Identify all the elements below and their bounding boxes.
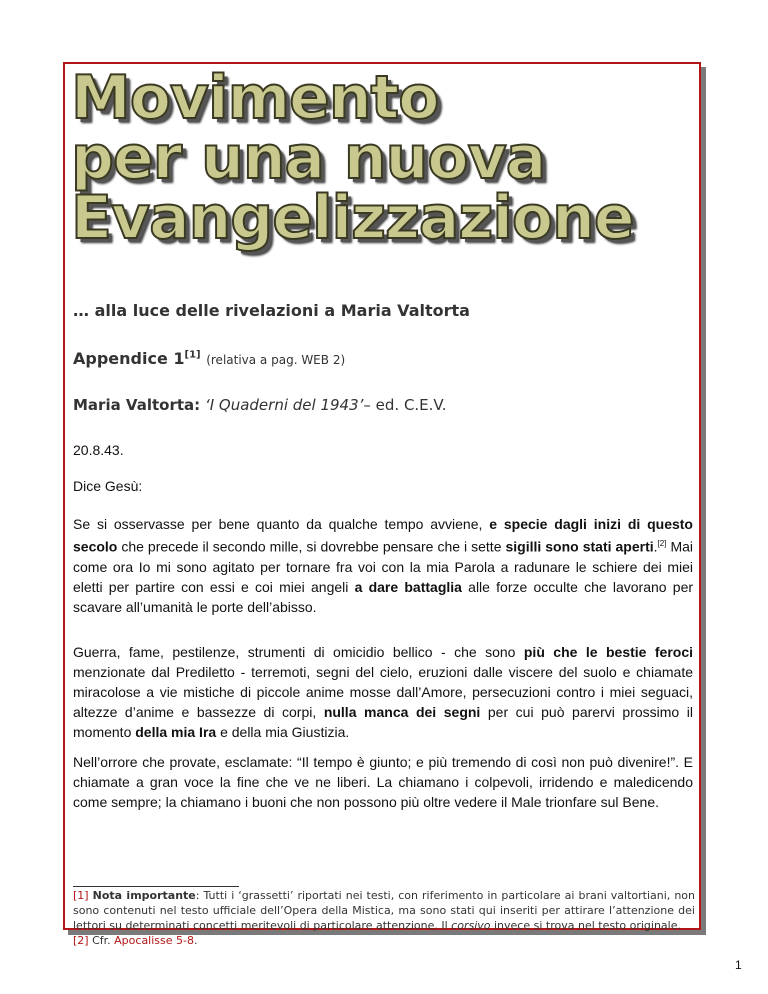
source-line (73, 396, 447, 414)
source-edition: – ed. C.E.V. (363, 396, 447, 414)
appendix-label: Appendice 1 (73, 349, 185, 368)
text-run: Guerra, fame, pestilenze, strumenti di omicidio bellico - che sono (73, 644, 524, 660)
page-number: 1 (735, 958, 742, 972)
bold-run: della mia Ira (135, 724, 217, 740)
intro-line: Dice Gesù: (73, 478, 143, 494)
title-line-1: Movimento (71, 63, 439, 133)
source-work: ‘I Quaderni del 1943’ (204, 396, 364, 414)
title-line-2: per una nuova (71, 123, 546, 193)
appendix-heading (73, 349, 345, 368)
footnote-1-marker[interactable]: [1] (73, 889, 89, 902)
footnotes (73, 888, 695, 948)
paragraph-3 (73, 752, 693, 812)
bold-run: più che le bestie feroci (523, 644, 693, 660)
source-author: Maria Valtorta: (73, 396, 201, 414)
text-run: e della mia Giustizia. (216, 724, 350, 740)
text-run: Se si osservasse per bene quanto da qualche tempo avviene, (73, 516, 490, 532)
footnote-2-marker[interactable]: [2] (73, 934, 89, 947)
paragraph-1 (73, 514, 693, 617)
bold-run: nulla manca dei segni (323, 704, 481, 720)
footnote-1-italic: corsivo (451, 919, 491, 932)
bold-run: sigilli sono stati aperti (505, 538, 654, 555)
text-run: Nell’orrore che provate, esclamate: “Il tempo è giunto; e più tremendo di così non può divenire!”. E chiamate a gran voce la fine che ve ne liberi. La chiamano i colpevoli, irridendo e maledicendo come sempre; la chiamano i buoni che non possono più oltre vedere il Male trionfare sul Bene. (73, 754, 693, 810)
footnote-1-text-b: invece si trova nel testo originale. (490, 919, 681, 932)
text-run: Mai come ora Io mi sono agitato per tornare fra voi con la mia Parola a radunare le schiere dei miei eletti per partire con essi e coi miei angeli (73, 538, 693, 595)
page-frame (63, 62, 701, 947)
footnote-2-end: . (194, 934, 198, 947)
appendix-footnote-ref[interactable]: [1] (184, 349, 201, 361)
text-run: menzionate dal Prediletto - terremoti, segni del cielo, eruzioni dalle viscere del suolo e chiamate miracolose a vie mistiche di piccole anime mosse dall’Amore, persecuzioni contro i miei seguaci, altezze d’anime e bassezze di corpi, (73, 664, 693, 720)
footnote-1-text-a: : Tutti i ‘grassetti’ riportati nei testi, con riferimento in particolare ai brani valtortiani, non sono contenuti nel testo ufficiale dell’Opera della Mistica, ma sono stati qui inseriti per attirare l’attenzione dei lettori su determinati concetti meritevoli di particolare attenzione. Il (73, 889, 695, 932)
paragraph-2 (73, 642, 693, 742)
entry-date: 20.8.43. (73, 442, 124, 458)
appendix-note: (relativa a pag. WEB 2) (206, 353, 346, 367)
footnote-1 (73, 888, 695, 933)
footnote-2-text: Cfr. (88, 934, 115, 947)
text-run: . (653, 538, 658, 555)
text-run: per cui può parervi prossimo il momento (73, 704, 693, 740)
page-title (71, 63, 634, 253)
title-line-3: Evangelizzazione (71, 183, 634, 253)
footnote-divider (73, 886, 239, 887)
footnote-2 (73, 933, 695, 948)
footnote-1-title: Nota importante (92, 889, 196, 902)
bold-run: a dare battaglia (354, 578, 462, 595)
subtitle: … alla luce delle rivelazioni a Maria Valtorta (73, 301, 470, 320)
text-run: che precede il secondo mille, si dovrebbe pensare che i sette (117, 538, 506, 555)
text-run: alle forze occulte che lavorano per scavare all’umanità le porte dell’abisso. (73, 578, 694, 615)
bold-run: e specie dagli inizi di questo secolo (73, 516, 693, 555)
footnote-2-link[interactable]: Apocalisse 5-8 (114, 934, 194, 947)
footnote-ref[interactable]: [2] (657, 539, 667, 548)
